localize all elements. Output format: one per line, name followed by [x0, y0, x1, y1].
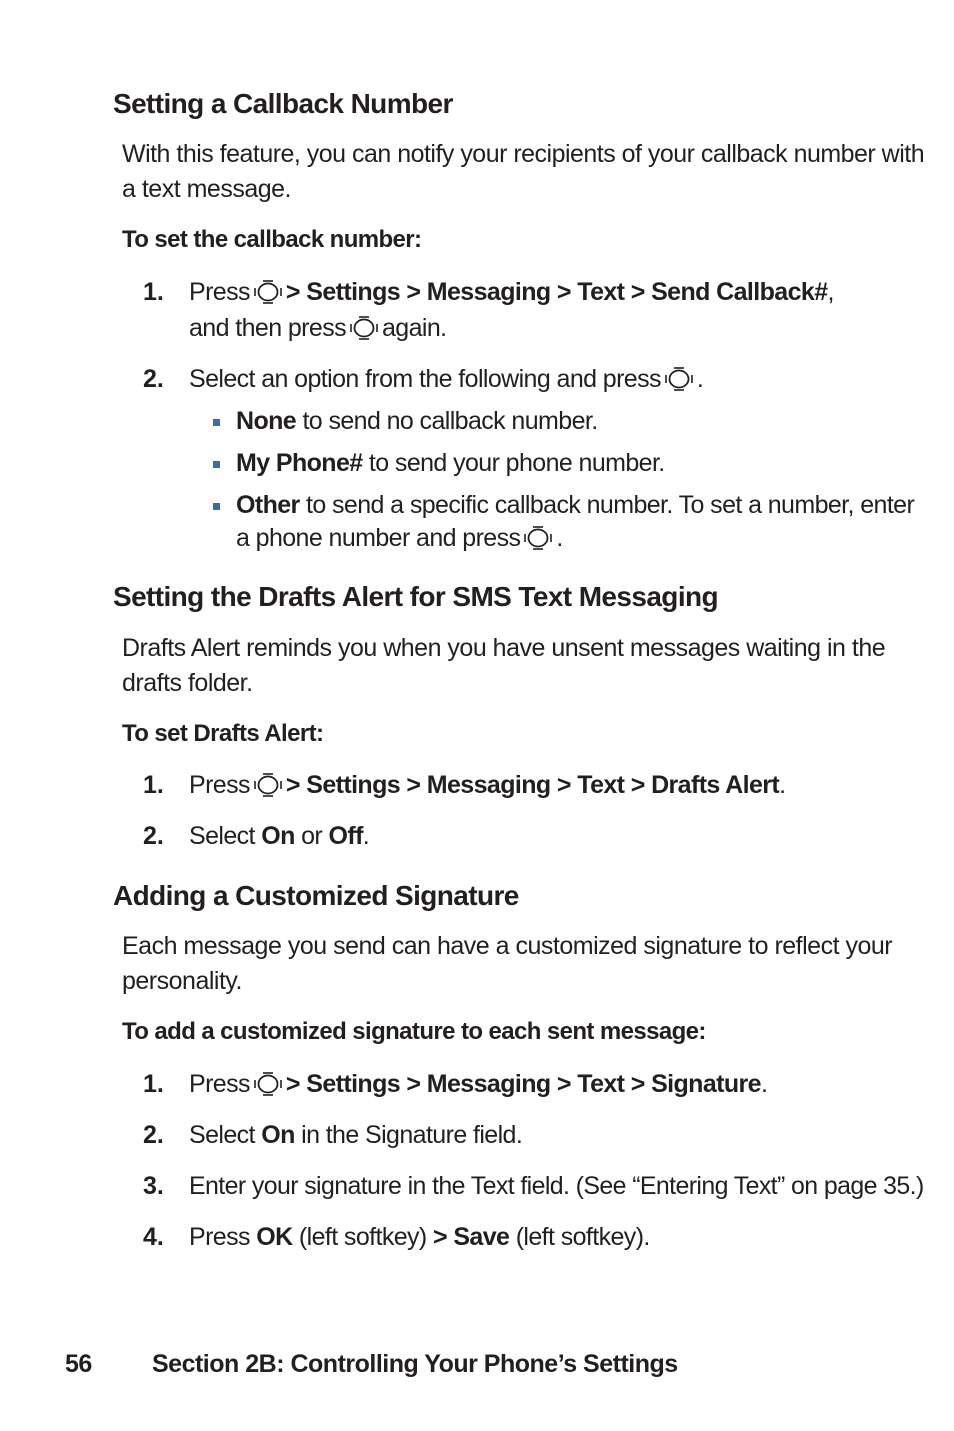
bullet-none: None to send no callback number. — [236, 407, 598, 435]
callback-intro-line1: With this feature, you can notify your recipients of your callback number with — [122, 140, 925, 168]
bullet-my-phone: My Phone# to send your phone number. — [236, 449, 665, 477]
bullet-icon — [213, 419, 220, 426]
signature-step1: Press > Settings > Messaging > Text > Signature. — [189, 1070, 768, 1098]
drafts-step1: Press > Settings > Messaging > Text > Drafts Alert. — [189, 771, 786, 799]
step-number: 4. — [143, 1223, 164, 1251]
bullet-icon — [213, 503, 220, 510]
callback-step1-line2: and then press again. — [189, 314, 447, 342]
signature-step3: Enter your signature in the Text field. (See “Entering Text” on page 35.) — [189, 1172, 924, 1200]
callback-subheading: To set the callback number: — [122, 226, 422, 253]
step-number: 2. — [143, 822, 164, 850]
section-heading-drafts-alert: Setting the Drafts Alert for SMS Text Messaging — [113, 581, 718, 612]
signature-intro-line2: personality. — [122, 967, 242, 995]
drafts-intro-line1: Drafts Alert reminds you when you have unsent messages waiting in the — [122, 634, 886, 662]
step-number: 1. — [143, 1070, 164, 1098]
signature-intro-line1: Each message you send can have a customized signature to reflect your — [122, 932, 893, 960]
bullet-other-line1: Other to send a specific callback number. To set a number, enter — [236, 491, 915, 519]
footer-section-title: Section 2B: Controlling Your Phone’s Settings — [152, 1350, 678, 1378]
signature-step4: Press OK (left softkey) > Save (left softkey). — [189, 1223, 650, 1251]
section-heading-signature: Adding a Customized Signature — [113, 880, 519, 911]
callback-step1-line1: Press > Settings > Messaging > Text > Send Callback#, — [189, 278, 834, 306]
section-heading-callback: Setting a Callback Number — [113, 88, 453, 119]
callback-intro-line2: a text message. — [122, 175, 291, 203]
menu-ok-key-icon — [253, 772, 283, 798]
menu-ok-key-icon — [664, 366, 694, 392]
step-number: 1. — [143, 771, 164, 799]
signature-step2: Select On in the Signature field. — [189, 1121, 523, 1149]
bullet-other-line2: a phone number and press . — [236, 524, 563, 552]
drafts-subheading: To set Drafts Alert: — [122, 720, 324, 747]
bullet-icon — [213, 461, 220, 468]
signature-subheading: To add a customized signature to each sent message: — [122, 1018, 706, 1045]
step-number: 1. — [143, 278, 164, 306]
menu-ok-key-icon — [253, 279, 283, 305]
menu-ok-key-icon — [523, 525, 553, 551]
step-number: 3. — [143, 1172, 164, 1200]
callback-step2: Select an option from the following and press . — [189, 365, 704, 393]
page-number: 56 — [65, 1350, 92, 1378]
menu-ok-key-icon — [349, 315, 379, 341]
step-number: 2. — [143, 365, 164, 393]
step-number: 2. — [143, 1121, 164, 1149]
drafts-intro-line2: drafts folder. — [122, 669, 253, 697]
drafts-step2: Select On or Off. — [189, 822, 370, 850]
menu-ok-key-icon — [253, 1071, 283, 1097]
